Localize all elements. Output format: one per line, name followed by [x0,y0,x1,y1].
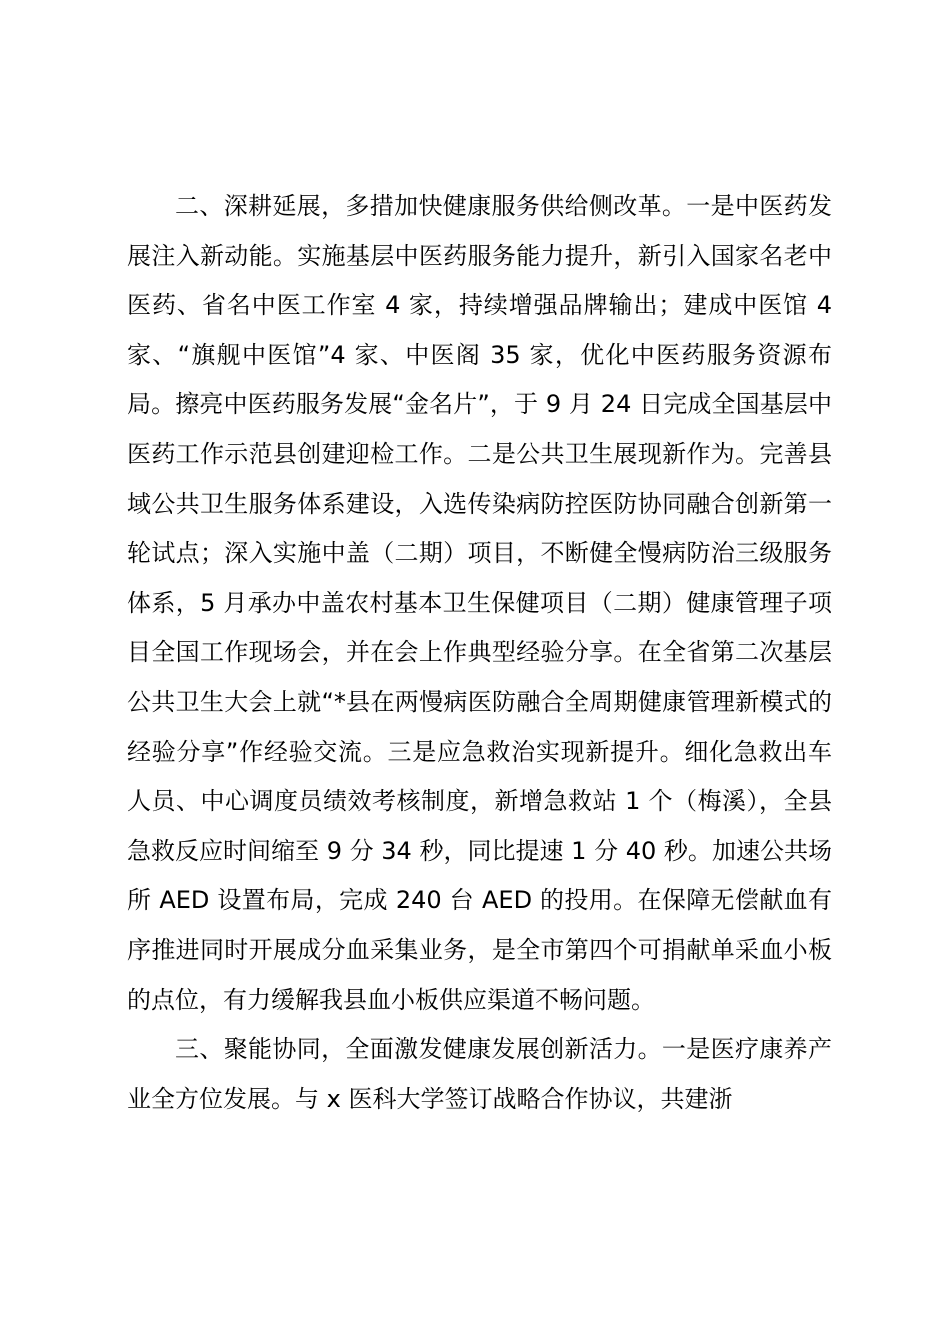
paragraph-section-two: 二、深耕延展，多措加快健康服务供给侧改革。一是中医药发展注入新动能。实施基层中医药服务能力提升，新引入国家名老中医药、省名中医工作室 4 家，持续增强品牌输出；建成中医馆 4 家、“旗舰中医馆”4 家、中医阁 35 家，优化中医药服务资源布局。擦亮中医药服务发展“金名片”，于 9 月 24 日完成全国基层中医药工作示范县创建迎检工作。二是公共卫生展现新作为。完善县域公共卫生服务体系建设，入选传染病防控医防协同融合创新第一轮试点；深入实施中盖（二期）项目，不断健全慢病防治三级服务体系，5 月承办中盖农村基本卫生保健项目（二期）健康管理子项目全国工作现场会，并在会上作典型经验分享。在全省第二次基层公共卫生大会上就“*县在两慢病医防融合全周期健康管理新模式的经验分享”作经验交流。三是应急救治实现新提升。细化急救出车人员、中心调度员绩效考核制度，新增急救站 1 个（梅溪），全县急救反应时间缩至 9 分 34 秒，同比提速 1 分 40 秒。加速公共场所 AED 设置布局，完成 240 台 AED 的投用。在保障无偿献血有序推进同时开展成分血采集业务，是全市第四个可捐献单采血小板的点位，有力缓解我县血小板供应渠道不畅问题。 [127,192,832,1014]
paragraph-section-three: 三、聚能协同，全面激发健康发展创新活力。一是医疗康养产业全方位发展。与 x 医科大学签订战略合作协议，共建浙 [127,1035,832,1113]
document-body [127,182,832,1124]
